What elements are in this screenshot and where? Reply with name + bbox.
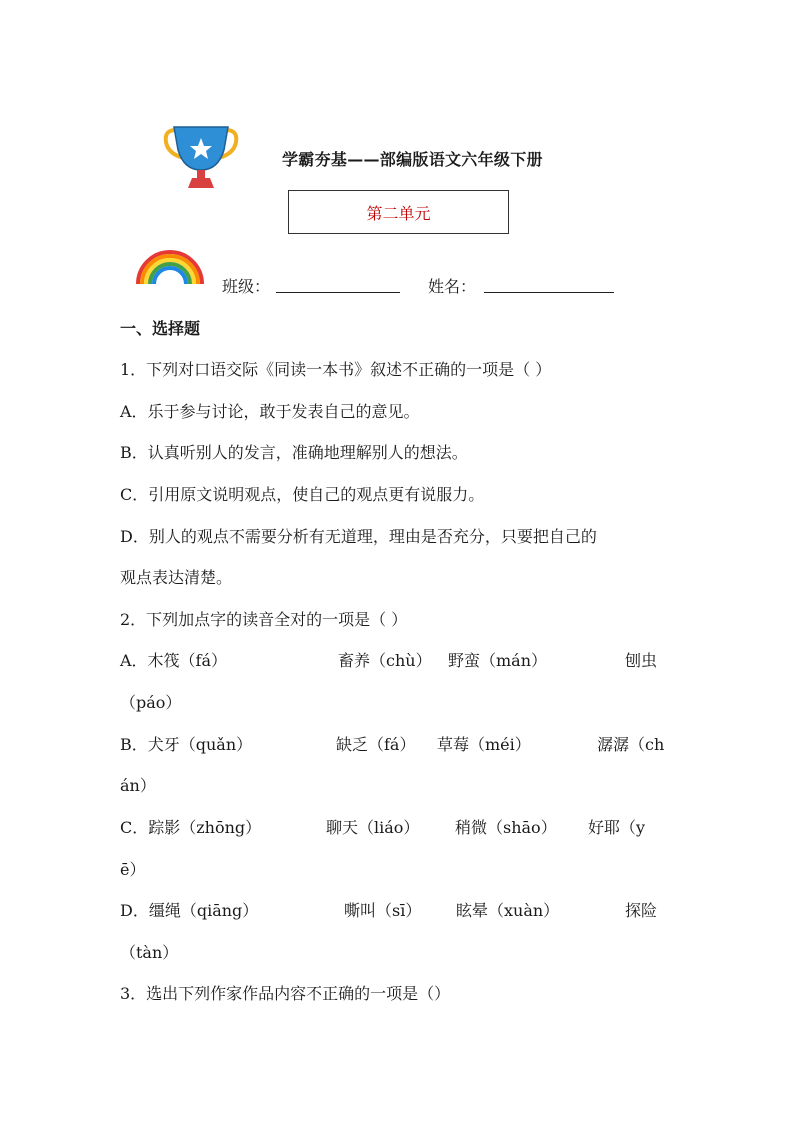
q2-c-wrap: ē） — [120, 860, 146, 879]
q2-a-item: 野蛮（mán） — [448, 651, 548, 670]
q2-a-item: 畜养（chù） — [338, 651, 432, 670]
q2-b-item: 草莓（méi） — [437, 735, 531, 754]
q2-a-item: 刨虫 — [625, 651, 658, 670]
q2-b-wrap: án） — [120, 776, 156, 795]
q2-stem: 2．下列加点字的读音全对的一项是（ ） — [120, 610, 408, 629]
q2-d-item: 探险 — [625, 901, 658, 920]
q1-stem: 1．下列对口语交际《同读一本书》叙述不正确的一项是（ ） — [120, 360, 552, 379]
q1-option-b: B．认真听别人的发言，准确地理解别人的想法。 — [120, 443, 468, 462]
q1-option-a: A．乐于参与讨论，敢于发表自己的意见。 — [120, 402, 420, 421]
q2-d-item: 嘶叫（sī） — [344, 901, 422, 920]
q2-c-item: C．踪影（zhōng） — [120, 818, 262, 837]
q1-option-c: C．引用原文说明观点，使自己的观点更有说服力。 — [120, 485, 485, 504]
q1-option-d-cont: 观点表达清楚。 — [120, 568, 233, 587]
q2-a-wrap: （páo） — [120, 693, 182, 712]
page-title: 学霸夯基——部编版语文六年级下册 — [282, 150, 543, 169]
q2-c-item: 聊天（liáo） — [326, 818, 420, 837]
class-label: 班级： — [222, 277, 271, 296]
q2-a-item: A．木筏（fá） — [120, 651, 228, 670]
q2-c-item: 稍微（shāo） — [455, 818, 557, 837]
q2-d-item: 眩晕（xuàn） — [456, 901, 560, 920]
rainbow-icon — [134, 246, 206, 286]
q2-d-item: D．缰绳（qiāng） — [120, 901, 259, 920]
q2-d-wrap: （tàn） — [120, 943, 179, 962]
q2-b-item: 潺潺（ch — [597, 735, 665, 754]
q1-option-d: D．别人的观点不需要分析有无道理，理由是否充分，只要把自己的 — [120, 527, 597, 546]
name-label: 姓名： — [428, 277, 477, 296]
unit-box: 第二单元 — [288, 190, 509, 234]
q2-b-item: B．犬牙（quǎn） — [120, 735, 253, 754]
q2-b-item: 缺乏（fá） — [336, 735, 416, 754]
section-heading: 一、选择题 — [120, 319, 201, 338]
trophy-icon — [162, 124, 240, 192]
q2-c-item: 好耶（y — [588, 818, 646, 837]
q3-stem: 3．选出下列作家作品内容不正确的一项是（） — [120, 984, 451, 1003]
name-field[interactable] — [484, 292, 614, 293]
class-field[interactable] — [276, 292, 400, 293]
